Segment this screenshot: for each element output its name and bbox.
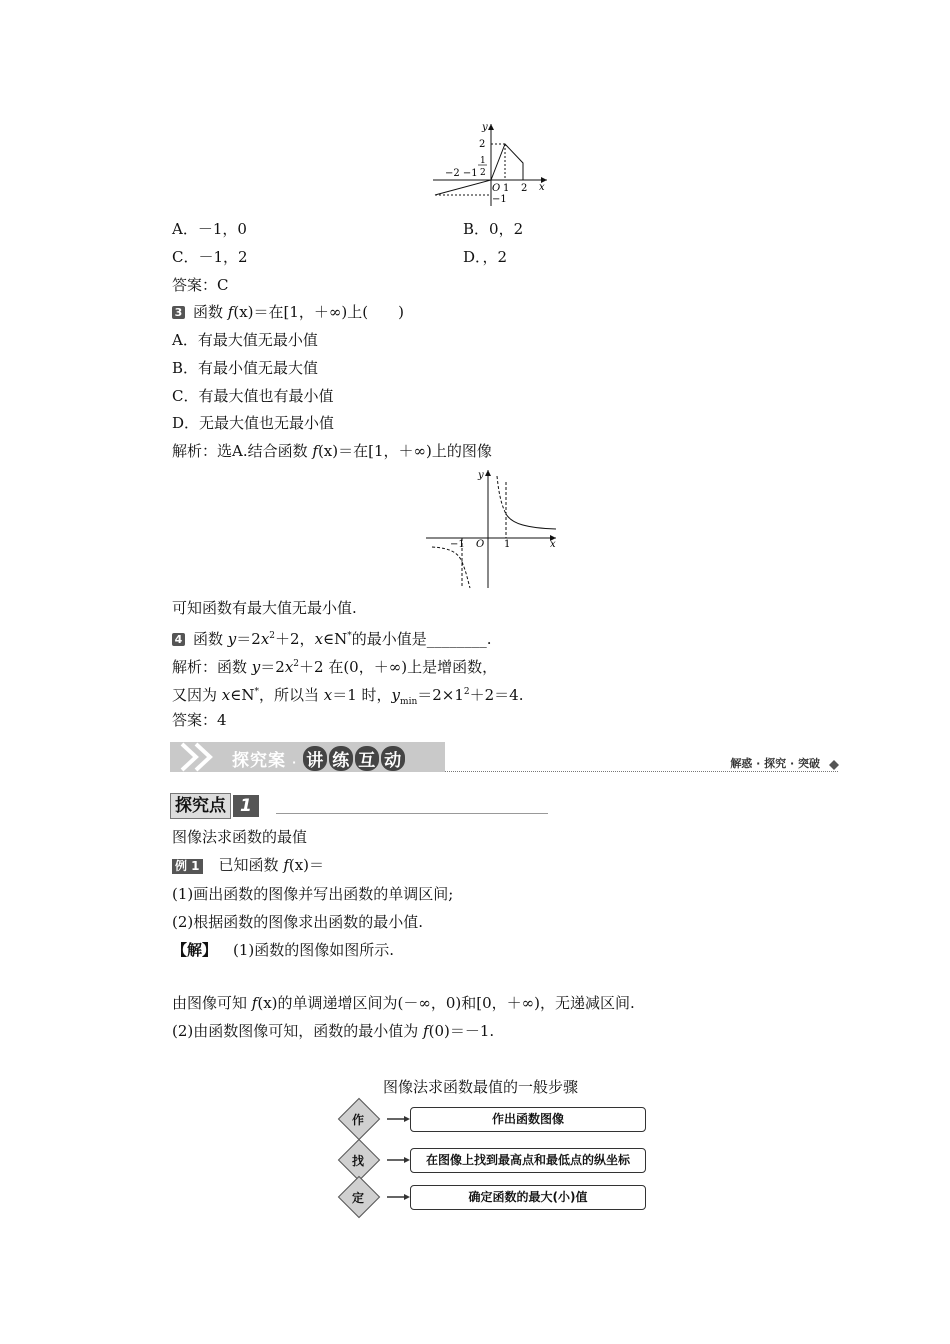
flow-step-label: 作: [351, 1113, 364, 1127]
option-a: A．－1，0: [172, 220, 247, 238]
axis-label-y: y: [482, 122, 488, 133]
math-y: y: [227, 630, 237, 648]
example-1-stem: [172, 855, 324, 875]
text: (0)＝－1.: [428, 1022, 495, 1040]
graph-piecewise: [425, 118, 555, 210]
q3-analysis: [172, 441, 492, 461]
text: 函数: [193, 303, 228, 321]
example-part-1: (1)画出函数的图像并写出函数的单调区间;: [172, 885, 454, 903]
explore-number: 1: [233, 795, 259, 817]
origin-label: O: [476, 539, 485, 550]
math-f: f: [283, 856, 289, 874]
tick-y-half: 2: [480, 168, 486, 178]
math-f: f: [423, 1022, 429, 1040]
axis-label-y: y: [478, 470, 484, 481]
axis-label-x: x: [550, 539, 556, 550]
math-x: (x): [257, 994, 278, 1012]
section-title: 图像法求函数的最值: [172, 828, 308, 846]
tick-y-neg1: −1: [492, 194, 507, 205]
math-x: x: [323, 686, 333, 704]
math-x: x: [260, 630, 270, 648]
math-x: x: [221, 686, 231, 704]
text: (2)由函数图像可知，函数的最小值为: [172, 1022, 424, 1040]
math-x: (x): [233, 303, 254, 321]
q3-option-c: C．有最大值也有最小值: [172, 387, 334, 405]
text: 解析：选A.结合函数: [172, 442, 313, 460]
q3-option-d: D．无最大值也无最小值: [172, 414, 335, 432]
exponent: 2: [293, 659, 300, 669]
flow-title: 图像法求函数最值的一般步骤: [383, 1078, 579, 1096]
question-4-stem: [172, 626, 492, 649]
question-number-badge: 4: [172, 633, 185, 646]
text: 已知函数: [218, 856, 284, 874]
text: ∈N: [230, 686, 255, 704]
flow-step-box: 在图像上找到最高点和最低点的纵坐标: [410, 1148, 646, 1173]
math-y: y: [251, 658, 261, 676]
flow-step-label: 找: [351, 1154, 364, 1168]
question-number-badge: 3: [172, 306, 185, 319]
text: 函数: [193, 630, 228, 648]
q3-option-b: B．有最小值无最大值: [172, 359, 319, 377]
math-x: (x): [288, 856, 310, 874]
math-y: y: [391, 686, 401, 704]
q3-option-a: A．有最大值无最小值: [172, 331, 318, 349]
tick-x-1: 1: [504, 539, 511, 550]
exponent: 2: [463, 687, 470, 697]
banner-title: [232, 746, 407, 771]
text: 的最小值是________.: [351, 630, 492, 648]
banner-subnav: 解惑 · 探究 · 突破: [730, 757, 820, 770]
solution-line-3: [172, 1021, 494, 1041]
tick-x-neg: −2 −1: [445, 168, 478, 179]
explore-label: 探究点: [170, 793, 231, 819]
tick-y-2: 2: [479, 139, 486, 150]
banner-dot: ·: [292, 756, 298, 769]
text: ∈N: [323, 630, 348, 648]
axis-label-x: x: [539, 182, 545, 193]
question-3-stem: [172, 302, 404, 322]
answer-q2: 答案：C: [172, 276, 229, 294]
example-part-2: (2)根据函数的图像求出函数的最小值.: [172, 913, 424, 931]
option-d: D．，2: [463, 248, 508, 266]
subscript: min: [400, 697, 418, 707]
text: ＝2: [260, 658, 285, 676]
math-f: f: [227, 303, 234, 321]
graph-reciprocal: [422, 466, 562, 592]
tick-x-2: 2: [521, 183, 528, 194]
q3-conclusion: 可知函数有最大值无最小值.: [172, 599, 357, 617]
text: ＋2 在(0，＋∞)上是增函数，: [299, 658, 498, 676]
banner-char: 练: [329, 746, 353, 771]
superscript: *: [347, 631, 352, 641]
text: 解析：函数: [172, 658, 252, 676]
banner-char: 动: [381, 746, 405, 771]
option-b: B．0，2: [463, 220, 524, 238]
math-x: x: [284, 658, 294, 676]
text: ＝在[1，＋∞)上( ): [253, 303, 404, 321]
text: ，所以当: [258, 686, 324, 704]
diamond-icon: [829, 760, 839, 770]
text: ＝: [309, 856, 325, 874]
exponent: 2: [269, 631, 276, 641]
tick-x-1: 1: [503, 183, 510, 194]
tick-x-neg1: −1: [450, 539, 465, 550]
solution-line-2: [172, 993, 635, 1013]
chevron-decoration-icon: [178, 742, 228, 772]
answer-q4: 答案：4: [172, 711, 227, 729]
solution-line-1: [172, 940, 394, 960]
q4-analysis-2: [172, 682, 524, 712]
banner-char: 讲: [303, 746, 327, 771]
math-f: f: [251, 994, 258, 1012]
text: ＝2×1: [417, 686, 464, 704]
tick-y-1: 1: [480, 156, 486, 166]
example-tag: 例 1: [172, 859, 203, 874]
text: 的单调递增区间为(－∞，0)和[0，＋∞)，无递减区间.: [277, 994, 635, 1012]
flow-step-box: 作出函数图像: [410, 1107, 646, 1132]
text: (1)函数的图像如图所示.: [233, 941, 395, 959]
text: ＋2＝4.: [469, 686, 524, 704]
superscript: *: [254, 687, 259, 697]
flow-step-box: 确定函数的最大(小)值: [410, 1185, 646, 1210]
text: ＝在[1，＋∞)上的图像: [338, 442, 492, 460]
text: ＋2，: [275, 630, 315, 648]
text: ＝2: [236, 630, 261, 648]
solution-tag: 【解】: [172, 941, 218, 959]
math-f: f: [312, 442, 318, 460]
origin-label: O: [492, 183, 501, 194]
banner-char: 互: [355, 746, 379, 771]
flow-step-label: 定: [351, 1191, 364, 1205]
explore-point-heading: [170, 791, 259, 817]
banner-label: 探究案: [232, 751, 286, 771]
option-c: C．－1，2: [172, 248, 248, 266]
math-x: (x): [317, 442, 339, 460]
text: 又因为: [172, 686, 222, 704]
math-x: x: [314, 630, 324, 648]
banner-rule: [445, 771, 838, 772]
explore-rule: [276, 813, 548, 814]
q4-analysis-1: [172, 654, 497, 677]
text: 由图像可知: [172, 994, 252, 1012]
text: ＝1 时，: [332, 686, 392, 704]
